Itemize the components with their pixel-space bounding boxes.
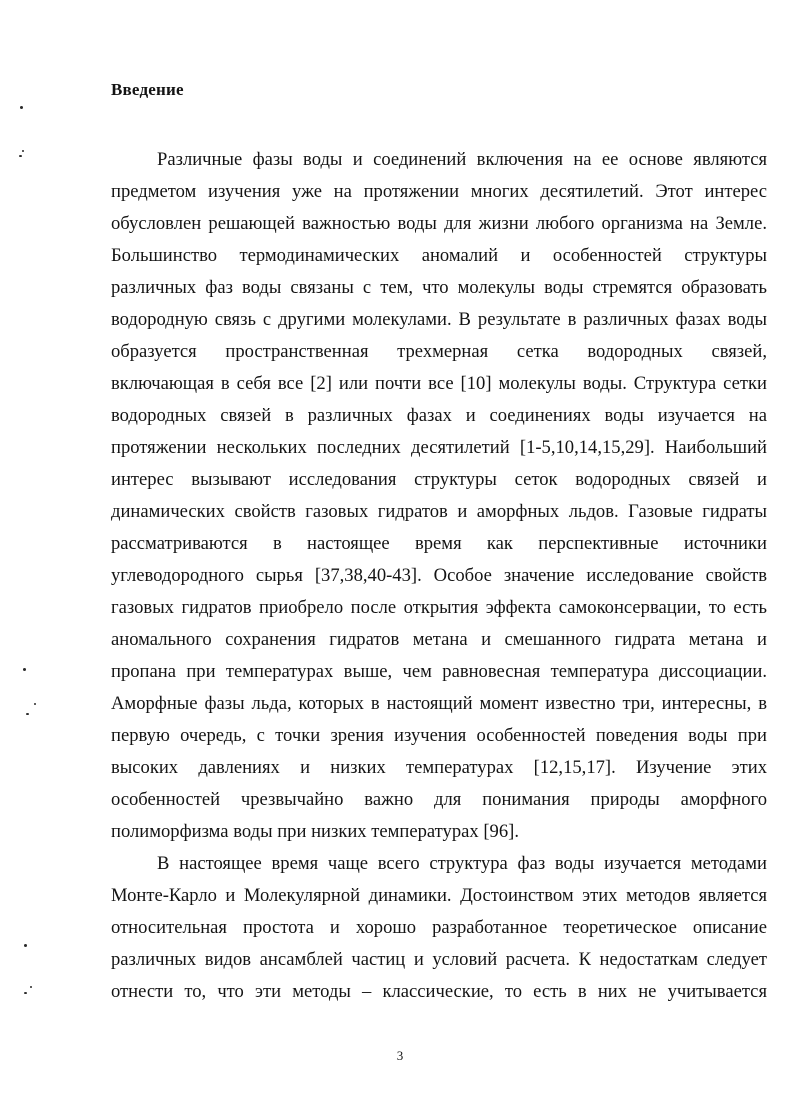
text-line: водородную связь с другими молекулами. В результате в различных фазах воды (111, 309, 767, 330)
text-line: интерес вызывают исследования структуры сеток водородных связей и (111, 469, 767, 490)
scan-speck (22, 150, 24, 152)
text-line: особенностей чрезвычайно важно для понимания природы аморфного (111, 789, 767, 810)
text-line: Различные фазы воды и соединений включения на ее основе являются (157, 149, 767, 170)
text-line: аномального сохранения гидратов метана и смешанного гидрата метана и (111, 629, 767, 650)
scan-speck (19, 155, 22, 157)
scan-speck (30, 986, 32, 988)
text-line: водородных связей в различных фазах и соединениях воды изучается на (111, 405, 767, 426)
scan-speck (26, 713, 29, 715)
text-line: различных фаз воды связаны с тем, что молекулы воды стремятся образовать (111, 277, 767, 298)
text-line: относительная простота и хорошо разработанное теоретическое описание (111, 917, 767, 938)
text-line: полиморфизма воды при низких температурах [96]. (111, 821, 519, 842)
scan-speck (24, 944, 27, 947)
text-line: Большинство термодинамических аномалий и особенностей структуры (111, 245, 767, 266)
text-line: отнести то, что эти методы – классические, то есть в них не учитывается (111, 981, 767, 1002)
text-line: первую очередь, с точки зрения изучения особенностей поведения воды при (111, 725, 767, 746)
text-line: динамических свойств газовых гидратов и аморфных льдов. Газовые гидраты (111, 501, 767, 522)
page-number: 3 (396, 1048, 404, 1063)
text-line: протяжении нескольких последних десятилетий [1-5,10,14,15,29]. Наибольший (111, 437, 767, 458)
text-line: В настоящее время чаще всего структура фаз воды изучается методами (157, 853, 767, 874)
scan-speck (24, 992, 27, 994)
section-heading: Введение (111, 80, 184, 99)
scan-speck (34, 703, 36, 705)
text-line: Монте-Карло и Молекулярной динамики. Достоинством этих методов является (111, 885, 767, 906)
text-line: предметом изучения уже на протяжении многих десятилетий. Этот интерес (111, 181, 767, 202)
text-line: высоких давлениях и низких температурах [12,15,17]. Изучение этих (111, 757, 767, 778)
text-line: углеводородного сырья [37,38,40-43]. Особое значение исследование свойств (111, 565, 767, 586)
text-line: включающая в себя все [2] или почти все [10] молекулы воды. Структура сетки (111, 373, 767, 394)
text-line: различных видов ансамблей частиц и условий расчета. К недостаткам следует (111, 949, 767, 970)
text-line: газовых гидратов приобрело после открытия эффекта самоконсервации, то есть (111, 597, 767, 618)
text-line: образуется пространственная трехмерная сетка водородных связей, (111, 341, 767, 362)
scan-speck (23, 668, 26, 671)
text-line: обусловлен решающей важностью воды для жизни любого организма на Земле. (111, 213, 767, 234)
text-line: пропана при температурах выше, чем равновесная температура диссоциации. (111, 661, 767, 682)
scan-speck (20, 106, 23, 109)
text-line: рассматриваются в настоящее время как перспективные источники (111, 533, 767, 554)
text-line: Аморфные фазы льда, которых в настоящий момент известно три, интересны, в (111, 693, 767, 714)
